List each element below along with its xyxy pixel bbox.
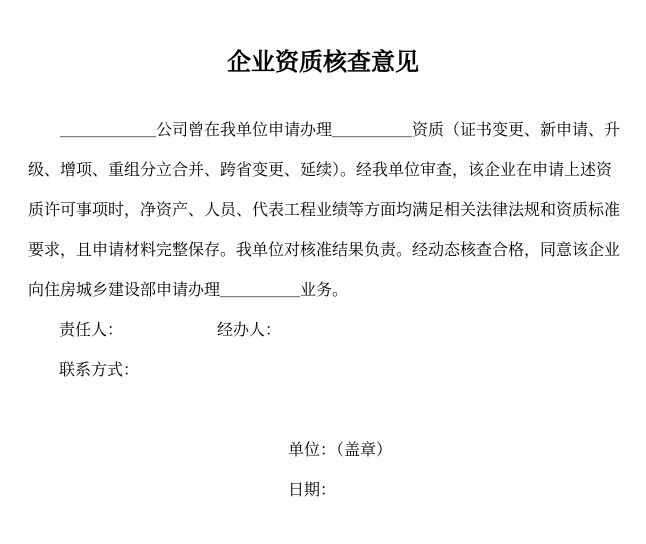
page-title: 企业资质核查意见: [227, 49, 419, 77]
unit-seal-label: 单位：（盖章）: [288, 442, 393, 459]
handler-label: 经办人：: [217, 322, 282, 339]
signer-row: [28, 311, 620, 351]
paragraph-line: 向住房城乡建设部申请办理＿＿＿＿＿业务。: [28, 282, 349, 299]
opinion-paragraph: [28, 111, 620, 311]
document-body: [28, 111, 620, 511]
paragraph-line: 质许可事项时，净资产、人员、代表工程业绩等方面均满足相关法律法规和资质标准: [28, 202, 621, 219]
contact-label: 联系方式：: [59, 362, 140, 379]
paragraph-line: 要求，且申请材料完整保存。我单位对核准结果负责。经动态核查合格，同意该企业: [28, 242, 621, 259]
paragraph-line: 级、增项、重组分立合并、跨省变更、延续）。经我单位审查，该企业在申请上述资: [28, 162, 613, 179]
paragraph-line: ＿＿＿＿＿＿公司曾在我单位申请办理＿＿＿＿＿资质（证书变更、新申请、升: [60, 122, 621, 139]
responsible-person-label: 责任人：: [59, 322, 124, 339]
date-label: 日期：: [288, 482, 337, 499]
blank-line: [28, 391, 620, 431]
